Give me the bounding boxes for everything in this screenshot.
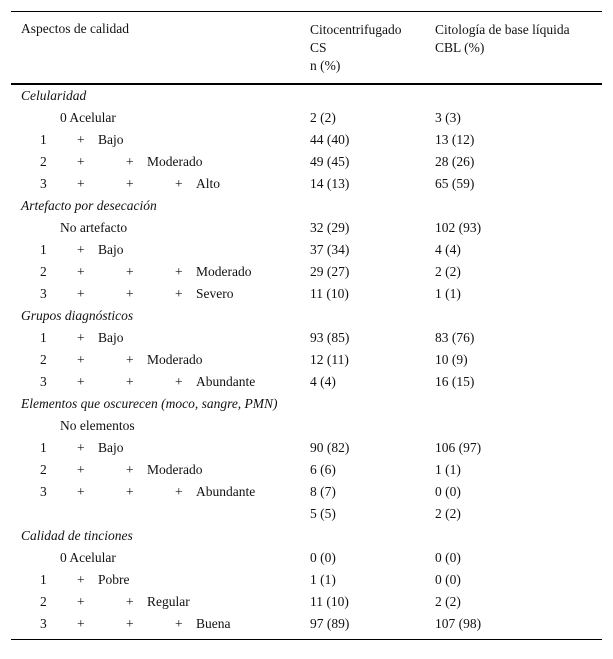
table-header [11, 11, 602, 85]
plus-mark: + [126, 462, 134, 477]
cs-value: 4 (4) [310, 374, 336, 389]
cs-value: 11 (10) [310, 286, 349, 301]
cs-value: 11 (10) [310, 594, 349, 609]
row-label: Regular [147, 594, 190, 609]
cs-value: 2 (2) [310, 110, 336, 125]
level-number: 3 [40, 176, 47, 191]
row-label: Moderado [147, 154, 203, 169]
table-row [11, 283, 602, 305]
header-cs-line: n (%) [310, 58, 341, 73]
cs-value: 49 (45) [310, 154, 350, 169]
cbl-value: 4 (4) [435, 242, 461, 257]
plus-mark: + [175, 484, 183, 499]
header-cbl [435, 21, 570, 57]
cbl-value: 65 (59) [435, 176, 475, 191]
plus-mark: + [126, 484, 134, 499]
table-row [11, 437, 602, 459]
cs-value: 5 (5) [310, 506, 336, 521]
table-row [11, 129, 602, 151]
table-bottom-rule [11, 639, 602, 640]
level-number: 1 [40, 440, 47, 455]
cbl-value: 106 (97) [435, 440, 482, 455]
category-label: Calidad de tinciones [21, 528, 133, 543]
table-row [11, 217, 602, 239]
cs-value: 32 (29) [310, 220, 350, 235]
cbl-value: 107 (98) [435, 616, 482, 631]
row-label: Abundante [196, 374, 256, 389]
cs-value: 97 (89) [310, 616, 350, 631]
table-row [11, 591, 602, 613]
category-label: Artefacto por desecación [21, 198, 157, 213]
cbl-value: 2 (2) [435, 594, 461, 609]
plus-mark: + [77, 484, 85, 499]
header-cs-line: Citocentrifugado [310, 22, 402, 37]
cs-value: 37 (34) [310, 242, 350, 257]
plus-mark: + [126, 616, 134, 631]
row-label: Moderado [196, 264, 252, 279]
plus-mark: + [175, 286, 183, 301]
plus-mark: + [126, 264, 134, 279]
plus-mark: + [77, 286, 85, 301]
cs-value: 93 (85) [310, 330, 350, 345]
cs-value: 90 (82) [310, 440, 350, 455]
header-cbl-line: Citología de base líquida [435, 22, 570, 37]
plus-mark: + [77, 176, 85, 191]
cs-value: 44 (40) [310, 132, 350, 147]
plus-mark: + [175, 264, 183, 279]
plus-mark: + [77, 264, 85, 279]
plus-mark: + [77, 352, 85, 367]
cbl-value: 2 (2) [435, 264, 461, 279]
row-label: Bajo [98, 330, 124, 345]
table-row [11, 327, 602, 349]
level-number: 2 [40, 462, 47, 477]
cs-value: 12 (11) [310, 352, 349, 367]
row-label: Bajo [98, 440, 124, 455]
quality-table [11, 11, 602, 640]
cs-value: 8 (7) [310, 484, 336, 499]
plus-mark: + [77, 616, 85, 631]
plus-mark: + [77, 572, 85, 587]
category-label: Grupos diagnósticos [21, 308, 134, 323]
table-row [11, 107, 602, 129]
table-row [11, 481, 602, 503]
row-label: Bajo [98, 242, 124, 257]
level-number: 1 [40, 330, 47, 345]
level-number: 3 [40, 374, 47, 389]
cbl-value: 1 (1) [435, 286, 461, 301]
level-number: 2 [40, 352, 47, 367]
level-number: 2 [40, 154, 47, 169]
plus-mark: + [77, 440, 85, 455]
level-number: 3 [40, 484, 47, 499]
plus-mark: + [77, 462, 85, 477]
cs-value: 29 (27) [310, 264, 350, 279]
level-number: 3 [40, 286, 47, 301]
table-row [11, 261, 602, 283]
category-row [11, 393, 602, 415]
cbl-value: 0 (0) [435, 572, 461, 587]
level-number: 3 [40, 616, 47, 631]
level-number: 1 [40, 132, 47, 147]
cbl-value: 1 (1) [435, 462, 461, 477]
cs-value: 0 (0) [310, 550, 336, 565]
plus-mark: + [77, 330, 85, 345]
table-body [11, 85, 602, 635]
cbl-value: 28 (26) [435, 154, 475, 169]
category-row [11, 195, 602, 217]
table-row [11, 173, 602, 195]
category-label: Elementos que oscurecen (moco, sangre, PMN) [21, 396, 278, 411]
level-number: 1 [40, 572, 47, 587]
cbl-value: 102 (93) [435, 220, 482, 235]
plus-mark: + [77, 154, 85, 169]
cs-value: 14 (13) [310, 176, 350, 191]
table-row [11, 415, 602, 437]
row-label: 0 Acelular [60, 110, 116, 125]
cs-value: 1 (1) [310, 572, 336, 587]
table-row [11, 569, 602, 591]
table-row [11, 371, 602, 393]
plus-mark: + [126, 374, 134, 389]
table-row [11, 459, 602, 481]
cbl-value: 13 (12) [435, 132, 475, 147]
plus-mark: + [77, 374, 85, 389]
table-row [11, 613, 602, 635]
table-row [11, 151, 602, 173]
plus-mark: + [77, 132, 85, 147]
cs-value: 6 (6) [310, 462, 336, 477]
plus-mark: + [77, 594, 85, 609]
row-label: 0 Acelular [60, 550, 116, 565]
row-label: Abundante [196, 484, 256, 499]
plus-mark: + [126, 176, 134, 191]
row-label: No elementos [60, 418, 135, 433]
level-number: 2 [40, 594, 47, 609]
plus-mark: + [175, 176, 183, 191]
cbl-value: 16 (15) [435, 374, 475, 389]
plus-mark: + [126, 154, 134, 169]
row-label: Pobre [98, 572, 130, 587]
row-label: Bajo [98, 132, 124, 147]
table-row [11, 349, 602, 371]
category-row [11, 85, 602, 107]
row-label: Alto [196, 176, 221, 191]
plus-mark: + [77, 242, 85, 257]
plus-mark: + [126, 594, 134, 609]
header-cs-line: CS [310, 40, 327, 55]
row-label: No artefacto [60, 220, 128, 235]
row-label: Moderado [147, 462, 203, 477]
cbl-value: 2 (2) [435, 506, 461, 521]
cbl-value: 3 (3) [435, 110, 461, 125]
category-row [11, 525, 602, 547]
plus-mark: + [175, 616, 183, 631]
row-label: Buena [196, 616, 231, 631]
row-label: Moderado [147, 352, 203, 367]
table-row [11, 503, 602, 525]
row-label: Severo [196, 286, 234, 301]
header-cbl-line: CBL (%) [435, 40, 485, 55]
header-cs [310, 21, 401, 75]
table-row [11, 239, 602, 261]
cbl-value: 0 (0) [435, 550, 461, 565]
cbl-value: 10 (9) [435, 352, 468, 367]
plus-mark: + [175, 374, 183, 389]
level-number: 2 [40, 264, 47, 279]
header-aspectos: Aspectos de calidad [21, 21, 129, 36]
plus-mark: + [126, 286, 134, 301]
plus-mark: + [126, 352, 134, 367]
table-row [11, 547, 602, 569]
category-label: Celularidad [21, 88, 87, 103]
level-number: 1 [40, 242, 47, 257]
category-row [11, 305, 602, 327]
cbl-value: 83 (76) [435, 330, 475, 345]
cbl-value: 0 (0) [435, 484, 461, 499]
